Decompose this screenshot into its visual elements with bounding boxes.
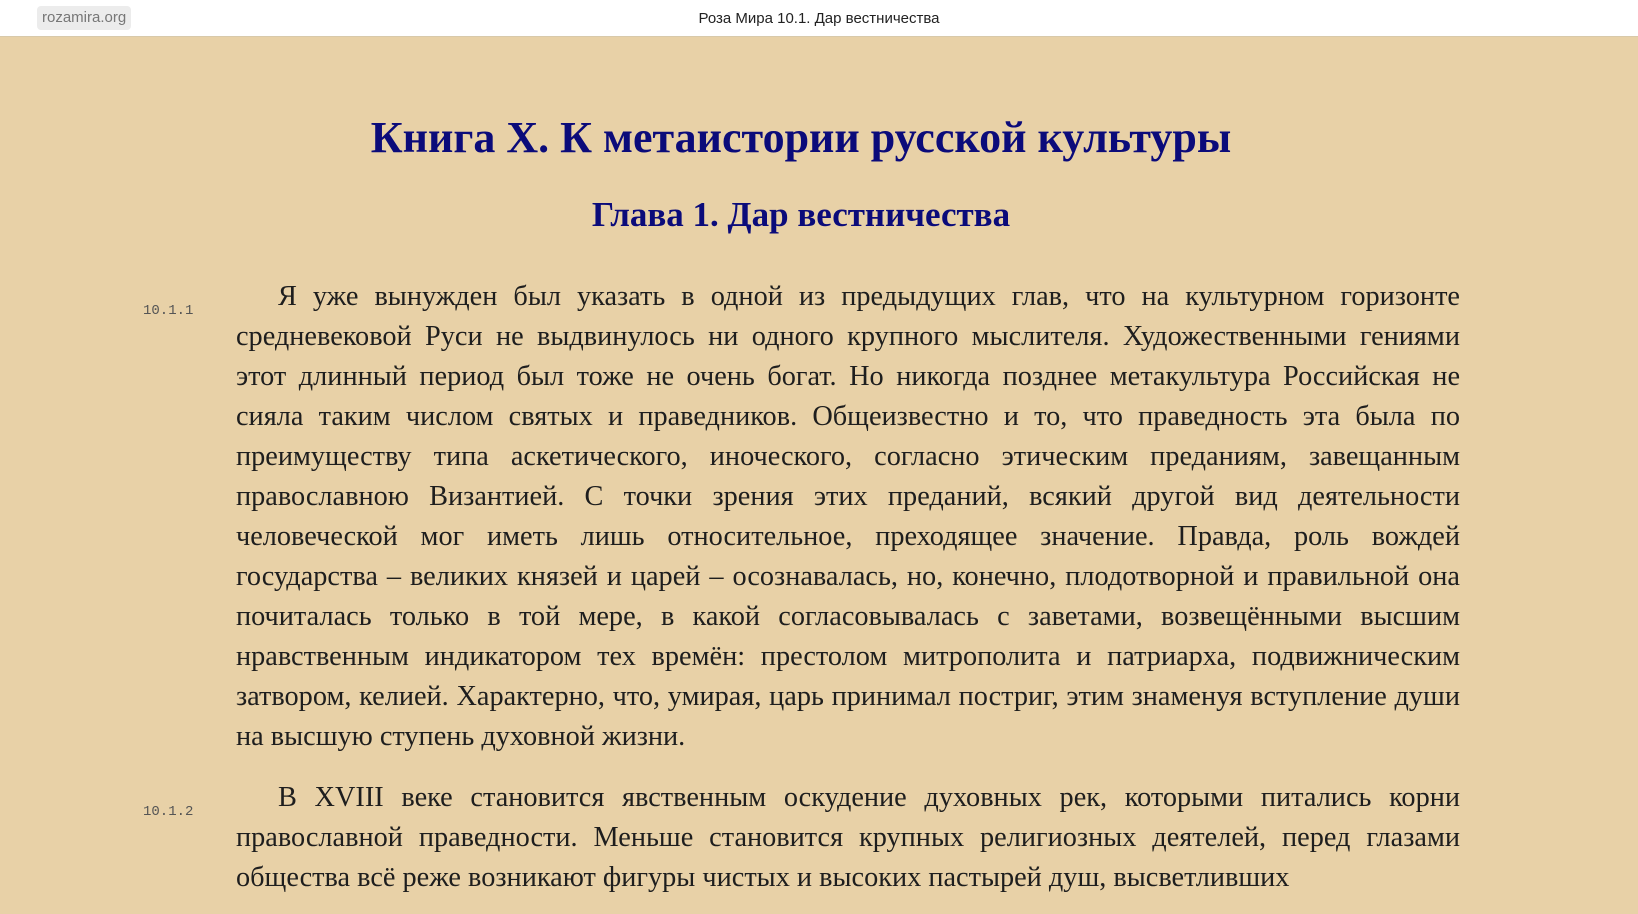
window-title: Роза Мира 10.1. Дар вестничества xyxy=(698,10,940,27)
book-title: Книга X. К метаистории русской культуры xyxy=(370,113,1232,162)
paragraph: Я уже вынужден был указать в одной из предыдущих глав, что на культурном горизонте средневековой Руси не выдвинулось ни одного крупного мыслителя. Художественными гениями этот длинный период был тоже не очень богат. Но никогда позднее метакультура Российская не сияла таким числом святых и праведников. Общеизвестно и то, что праведность эта была по преимуществу типа аскетического, иноческого, согласно этическим преданиям, завещанным православною Византией. С точки зрения этих преданий, всякий другой вид деятельности человеческой мог иметь лишь относительное, преходящее значение. Правда, роль вождей государства – великих князей и царей – осознавалась, но, конечно, плодотворной и правильной она почиталась только в той мере, в какой согласовывалась с заветами, возвещёнными высшим нравственным индикатором тех времён: престолом митрополита и патриарха, подвижническим затвором, келией. Характерно, что, умирая, царь принимал постриг, этим знаменуя вступление души на высшую ступень духовной жизни. xyxy=(236,281,1460,752)
paragraph-number[interactable]: 10.1.2 xyxy=(143,804,194,820)
paragraph: В XVIII веке становится явственным оскудение духовных рек, которыми питались корни православной праведности. Меньше становится крупных религиозных деятелей, перед глазами общества всё реже возникают фигуры чистых и высоких пастырей душ, высветливших xyxy=(236,782,1460,893)
paragraph-number[interactable]: 10.1.1 xyxy=(143,303,194,319)
url-chip[interactable]: rozamira.org xyxy=(37,6,131,30)
document-page xyxy=(0,37,1638,914)
browser-toolbar xyxy=(0,0,1638,37)
chapter-title: Глава 1. Дар вестничества xyxy=(591,195,1011,234)
